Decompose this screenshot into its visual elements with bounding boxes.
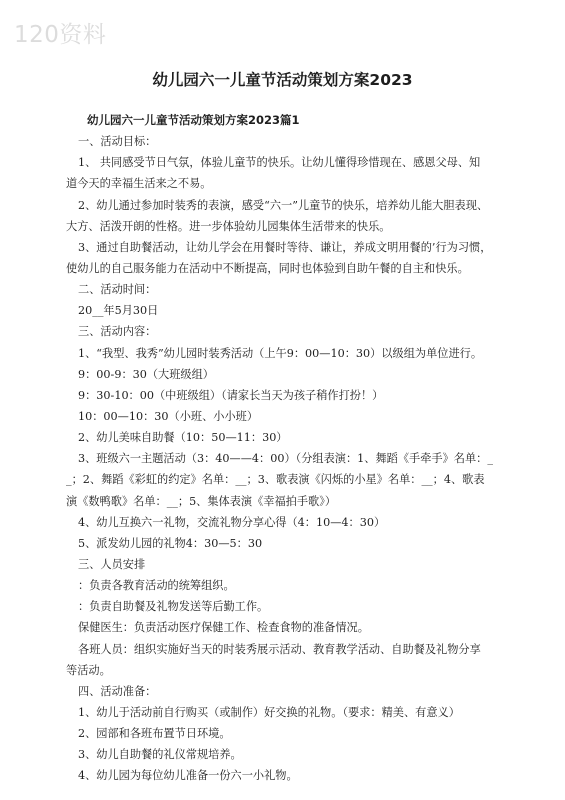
text-line: 20__年5月30日 [78, 304, 159, 318]
text-line: ：负责各教育活动的统筹组织。 [78, 579, 235, 593]
text-line: 一、活动目标： [78, 135, 157, 149]
text-line: ：负责自助餐及礼物发送等后勤工作。 [78, 600, 269, 614]
text-line: 大方、活泼开朗的性格。进一步体验幼儿园集体生活带来的快乐。 [66, 219, 391, 233]
text-line: 二、活动时间： [78, 283, 157, 297]
section-subtitle: 幼儿园六一儿童节活动策划方案2023篇1 [87, 113, 300, 127]
text-line: 三、人员安排 [78, 557, 146, 571]
text-line: 9：30-10：00（中班级组）（请家长当天为孩子稍作打扮！） [78, 388, 384, 402]
text-line: 2、幼儿美味自助餐（10：50—11：30） [78, 431, 288, 445]
text-line: 2、幼儿通过参加时装秀的表演，感受“六一”儿童节的快乐，培养幼儿能大胆表现、 [78, 198, 489, 212]
text-line: 1、“我型、我秀”幼儿园时装秀活动（上午9：00—10：30）以级组为单位进行。 [78, 346, 483, 360]
text-line: 2、园部和各班布置节日环境。 [78, 727, 231, 741]
text-line: 四、活动准备： [78, 684, 157, 698]
text-line: 4、幼儿互换六一礼物，交流礼物分享心得（4：10—4：30） [78, 515, 386, 529]
text-line: 3、通过自助餐活动，让幼儿学会在用餐时等待、谦让，养成文明用餐的’行为习惯， [78, 240, 492, 254]
text-line: 10：00—10：30（小班、小小班） [78, 409, 259, 423]
text-line: 三、活动内容： [78, 325, 157, 339]
text-line: 3、幼儿自助餐的礼仪常规培养。 [78, 748, 242, 762]
text-line: 演《数鸭歌》名单：__；5、集体表演《幸福拍手歌》） [66, 494, 337, 508]
text-line: 5、派发幼儿园的礼物4：30—5：30 [78, 536, 263, 550]
text-line: 各班人员：组织实施好当天的时装秀展示活动、教育教学活动、自助餐及礼物分享 [78, 642, 481, 656]
text-line: 道今天的幸福生活来之不易。 [66, 177, 212, 191]
text-line: 9：00-9：30（大班级组） [78, 367, 214, 381]
text-line: 4、幼儿园为每位幼儿准备一份六一小礼物。 [78, 769, 298, 783]
document-body [66, 110, 498, 787]
text-line: 1、 共同感受节日气氛，体验儿童节的快乐。让幼儿懂得珍惜现在、感恩父母、知 [78, 156, 481, 170]
text-line: 等活动。 [66, 663, 111, 677]
text-line: _；2、舞蹈《彩虹的约定》名单：__；3、歌表演《闪烁的小星》名单：__；4、歌表 [66, 473, 485, 487]
watermark-logo: 120资料 [14, 22, 107, 48]
text-line: 1、幼儿于活动前自行购买（或制作）好交换的礼物。（要求：精美、有意义） [78, 705, 460, 719]
document-title: 幼儿园六一儿童节活动策划方案2023 [152, 71, 413, 89]
text-line: 3、班级六一主题活动（3：40——4：00）（分组表演：1、舞蹈《手牵手》名单：_ [78, 452, 493, 466]
text-line: 使幼儿的自己服务能力在活动中不断提高，同时也体验到自助午餐的自主和快乐。 [66, 261, 469, 275]
text-line: 保健医生：负责活动医疗保健工作、检查食物的准备情况。 [78, 621, 369, 635]
